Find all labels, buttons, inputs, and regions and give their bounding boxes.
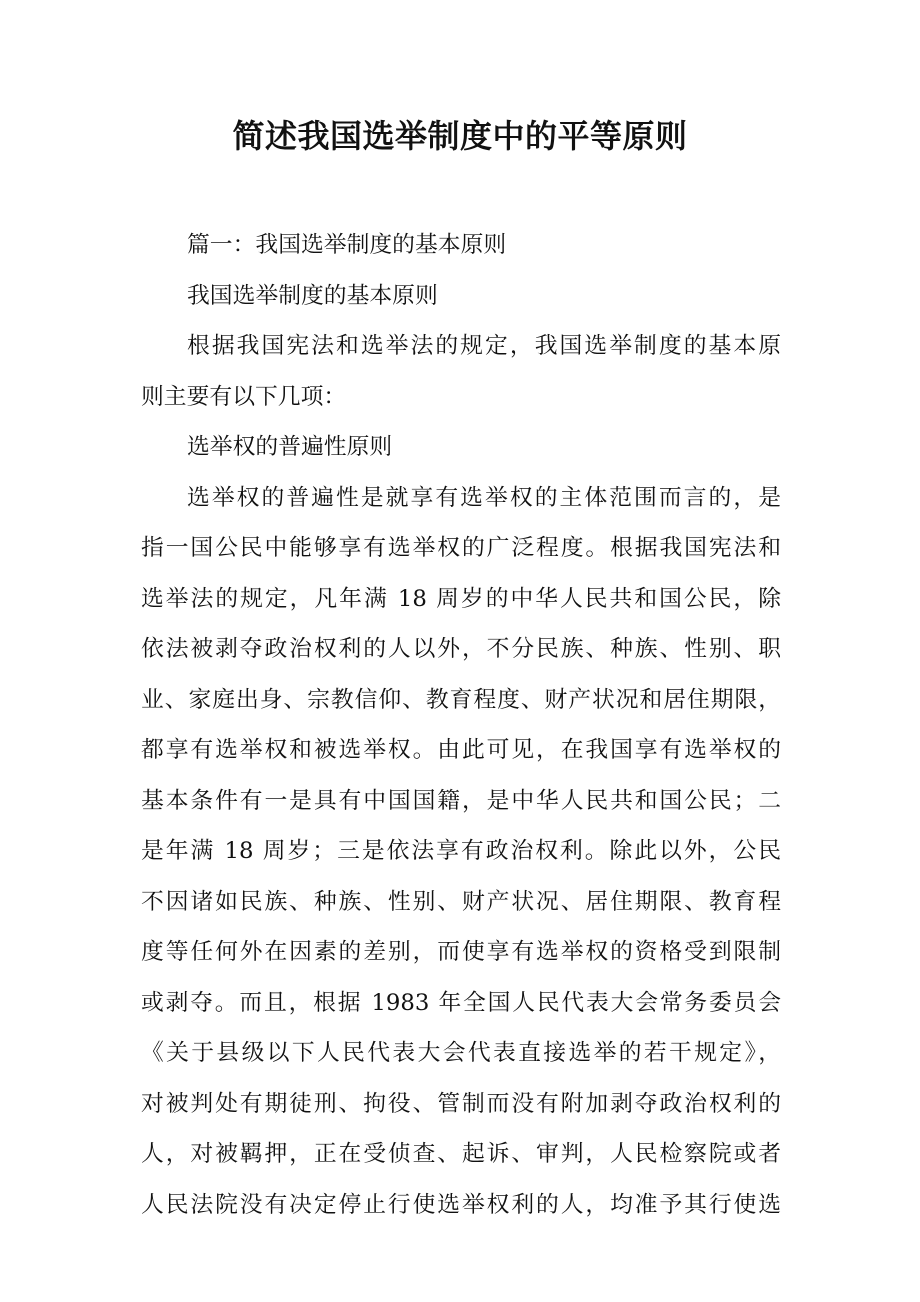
- paragraph-line: 人民法院没有决定停止行使选举权利的人，均准予其行使选: [141, 1191, 781, 1218]
- paragraph-line: 对被判处有期徒刑、拘役、管制而没有附加剥夺政治权利的: [141, 1090, 781, 1117]
- subsection-heading: 我国选举制度的基本原则: [187, 282, 438, 309]
- paragraph-line: 根据我国宪法和选举法的规定，我国选举制度的基本原: [187, 333, 781, 359]
- paragraph-line: 《关于县级以下人民代表大会代表直接选举的若干规定》，: [141, 1040, 781, 1066]
- paragraph-line: 则主要有以下几项：: [141, 383, 347, 410]
- document-title: 简述我国选举制度中的平等原则: [232, 117, 688, 155]
- paragraph-line: 基本条件有一是具有中国国籍，是中华人民共和国公民；二: [141, 787, 781, 814]
- paragraph-line: 依法被剥夺政治权利的人以外，不分民族、种族、性别、职: [141, 636, 781, 662]
- paragraph-line: 指一国公民中能够享有选举权的广泛程度。根据我国宪法和: [141, 535, 781, 561]
- paragraph-line: 都享有选举权和被选举权。由此可见，在我国享有选举权的: [141, 737, 781, 763]
- paragraph-line: 业、家庭出身、宗教信仰、教育程度、财产状况和居住期限，: [141, 686, 781, 713]
- paragraph-line: 选举权的普遍性是就享有选举权的主体范围而言的，是: [187, 484, 781, 511]
- paragraph-line: 不因诸如民族、种族、性别、财产状况、居住期限、教育程: [141, 888, 781, 915]
- paragraph-line: 选举法的规定，凡年满 18 周岁的中华人民共和国公民，除: [141, 585, 781, 612]
- subsection-heading: 选举权的普遍性原则: [187, 434, 393, 460]
- paragraph-line: 是年满 18 周岁；三是依法享有政治权利。除此以外，公民: [141, 838, 781, 864]
- paragraph-line: 或剥夺。而且，根据 1983 年全国人民代表大会常务委员会: [141, 989, 781, 1016]
- document-body: [141, 220, 781, 1230]
- paragraph-line: 度等任何外在因素的差别，而使享有选举权的资格受到限制: [141, 939, 781, 965]
- paragraph-line: 人，对被羁押，正在受侦查、起诉、审判，人民检察院或者: [141, 1141, 781, 1167]
- section-heading: 篇一：我国选举制度的基本原则: [187, 232, 507, 258]
